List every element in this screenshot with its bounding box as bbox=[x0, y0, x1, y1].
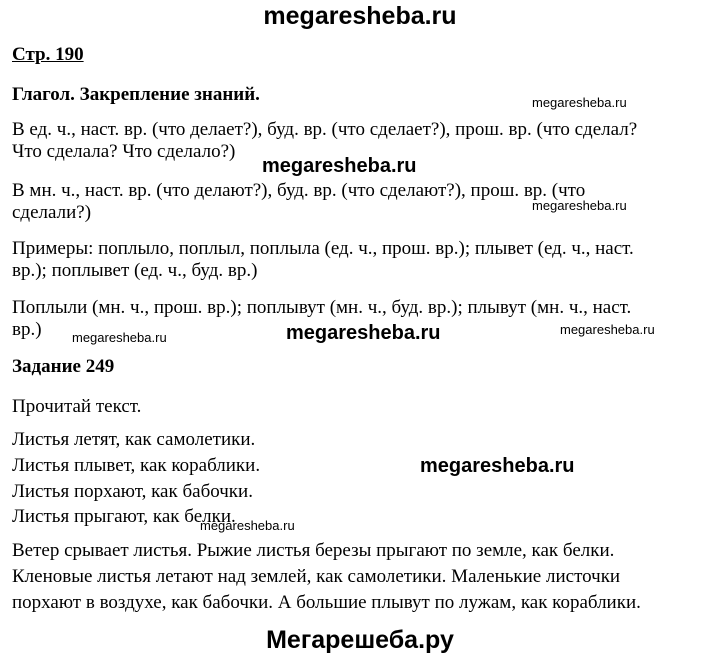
text-line: Листья летят, как самолетики. bbox=[12, 429, 256, 450]
watermark-small: megaresheba.ru bbox=[72, 330, 167, 345]
text-line: Примеры: поплыло, поплыл, поплыла (ед. ч., прош. вр.); плывет (ед. ч., наст. bbox=[12, 238, 634, 259]
watermark-large: megaresheba.ru bbox=[286, 322, 441, 344]
text-line: Ветер срывает листья. Рыжие листья березы прыгают по земле, как белки. bbox=[12, 540, 615, 561]
watermark-top: megaresheba.ru bbox=[263, 2, 457, 30]
watermark-bottom: Мегарешеба.ру bbox=[266, 626, 454, 654]
text-line: вр.); поплывет (ед. ч., буд. вр.) bbox=[12, 260, 258, 281]
text-line: сделали?) bbox=[12, 202, 92, 223]
page-reference: Стр. 190 bbox=[12, 44, 84, 65]
text-line: Прочитай текст. bbox=[12, 396, 142, 417]
text-line: Листья прыгают, как белки. bbox=[12, 506, 236, 527]
watermark-small: megaresheba.ru bbox=[532, 198, 627, 213]
text-line: В мн. ч., наст. вр. (что делают?), буд. вр. (что сделают?), прош. вр. (что bbox=[12, 180, 586, 201]
text-line: вр.) bbox=[12, 319, 42, 340]
text-line: Поплыли (мн. ч., прош. вр.); поплывут (мн. ч., буд. вр.); плывут (мн. ч., наст. bbox=[12, 297, 632, 318]
watermark-small: megaresheba.ru bbox=[560, 322, 655, 337]
text-line: порхают в воздухе, как бабочки. А большие плывут по лужам, как кораблики. bbox=[12, 592, 641, 613]
watermark-small: megaresheba.ru bbox=[532, 95, 627, 110]
watermark-large: megaresheba.ru bbox=[262, 155, 417, 177]
text-line: Листья плывет, как кораблики. bbox=[12, 455, 261, 476]
text-line: Что сделала? Что сделало?) bbox=[12, 141, 236, 162]
task-title: Задание 249 bbox=[12, 356, 115, 377]
text-line: В ед. ч., наст. вр. (что делает?), буд. вр. (что сделает?), прош. вр. (что сделал? bbox=[12, 119, 638, 140]
watermark-large: megaresheba.ru bbox=[420, 455, 575, 477]
text-line: Кленовые листья летают над землей, как самолетики. Маленькие листочки bbox=[12, 566, 621, 587]
watermark-small: megaresheba.ru bbox=[200, 518, 295, 533]
text-line: Листья порхают, как бабочки. bbox=[12, 481, 253, 502]
section-title-verb: Глагол. Закрепление знаний. bbox=[12, 84, 260, 105]
